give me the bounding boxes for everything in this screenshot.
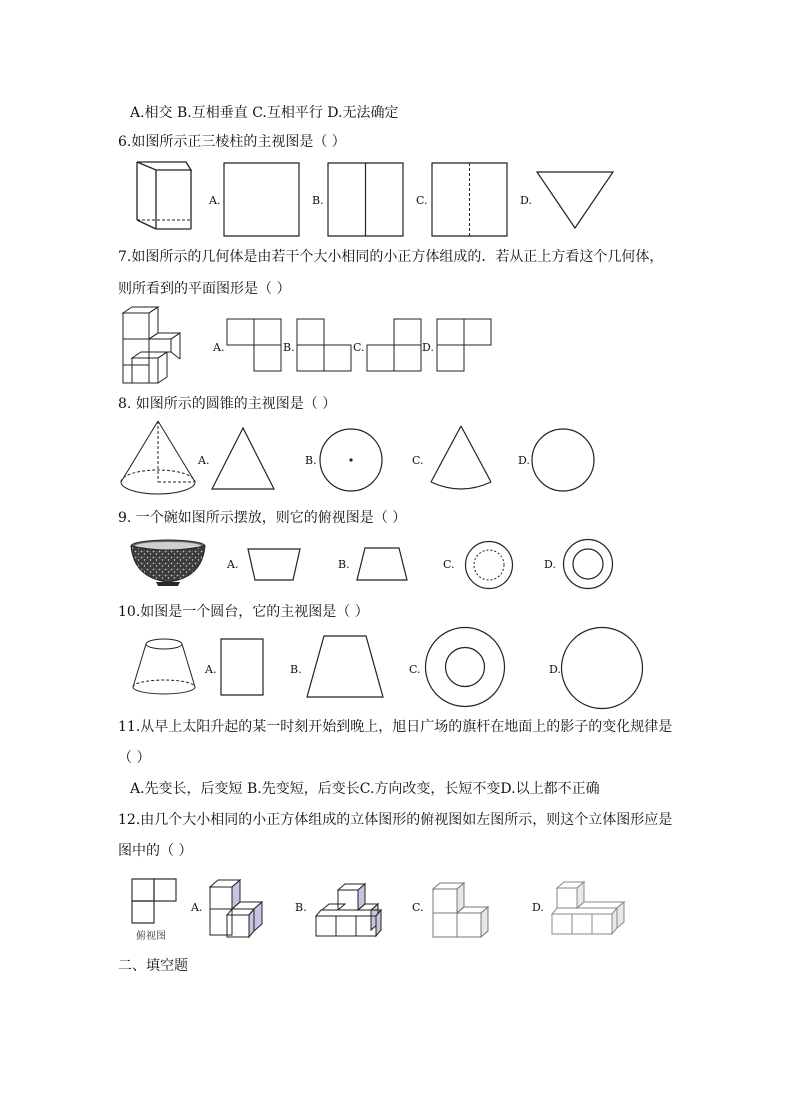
q6-label-a: A.: [209, 194, 221, 207]
q12-option-c-cubes: [430, 880, 504, 940]
q9-option-b-trapezoid: [355, 546, 409, 582]
q8-option-d-circle: [530, 427, 596, 493]
q8-label-d: D.: [518, 454, 530, 467]
q5-options: A.相交 B.互相垂直 C.互相平行 D.无法确定: [130, 105, 399, 121]
q9-label-d: D.: [544, 558, 556, 571]
q10-option-c-rings: [424, 626, 506, 708]
q7-option-b-grid: [296, 318, 356, 374]
q8-option-b-circle-dot: [318, 427, 384, 493]
q7-option-d-grid: [436, 318, 496, 374]
q6-option-a-square: [223, 162, 301, 238]
q12-label-b: B.: [295, 901, 307, 914]
q7-question-line2: 则所看到的平面图形是（ ）: [118, 281, 291, 297]
q10-label-b: B.: [290, 663, 302, 676]
q9-option-c-rings: [464, 540, 514, 590]
q11-question-line1: 11.从早上太阳升起的某一时刻开始到晚上，旭日广场的旗杆在地面上的影子的变化规律是: [118, 719, 673, 735]
q6-label-d: D.: [520, 194, 532, 207]
q8-cone-figure: [118, 418, 198, 498]
q7-label-c: C.: [353, 341, 365, 354]
q6-label-c: C.: [416, 194, 428, 207]
q8-label-c: C.: [412, 454, 424, 467]
q9-question: 9. 一个碗如图所示摆放，则它的俯视图是（ ）: [118, 510, 407, 526]
q7-cubes-figure: [118, 306, 184, 386]
q7-label-b: B.: [283, 341, 295, 354]
q9-label-a: A.: [227, 558, 239, 571]
q6-option-b-rectangle: [327, 162, 405, 238]
q7-question-line1: 7.如图所示的几何体是由若干个大小相同的小正方体组成的．若从正上方看这个几何体，: [118, 249, 664, 265]
q10-label-c: C.: [409, 663, 421, 676]
q11-question-line2: （ ）: [118, 750, 151, 766]
q10-label-a: A.: [205, 663, 217, 676]
q12-top-view-caption: 俯视图: [136, 931, 166, 942]
q7-label-a: A.: [213, 341, 225, 354]
q10-question: 10.如图是一个圆台，它的主视图是（ ）: [118, 604, 369, 620]
q12-option-a-cubes: [207, 878, 267, 940]
q10-label-d: D.: [549, 663, 561, 676]
q10-option-d-circle: [560, 626, 644, 710]
q8-label-a: A.: [198, 454, 210, 467]
q6-option-c-rectangle: [431, 162, 509, 238]
q12-question-line1: 12.由几个大小相同的小正方体组成的立体图形的俯视图如左图所示，则这个立体图形应是: [118, 812, 673, 828]
q7-option-c-grid: [366, 318, 426, 374]
q12-label-a: A.: [191, 901, 203, 914]
q12-question-line2: 图中的（ ）: [118, 843, 193, 859]
q10-option-a-rectangle: [220, 638, 266, 698]
q12-top-view-figure: [131, 878, 181, 928]
q12-option-d-cubes: [549, 880, 633, 940]
q9-bowl-figure: [128, 538, 208, 588]
q8-option-c-sector: [428, 424, 494, 494]
q6-prism-figure: [134, 160, 194, 232]
q12-label-c: C.: [412, 901, 424, 914]
q8-option-a-triangle: [210, 426, 276, 492]
q10-frustum-figure: [130, 637, 198, 697]
q6-option-d-triangle: [535, 170, 615, 230]
q9-label-c: C.: [443, 558, 455, 571]
q12-label-d: D.: [532, 901, 544, 914]
q6-label-b: B.: [312, 194, 324, 207]
q7-label-d: D.: [422, 341, 434, 354]
q10-option-b-trapezoid: [304, 634, 386, 700]
q6-question: 6.如图所示正三棱柱的主视图是（ ）: [118, 134, 346, 150]
q12-option-b-cubes: [312, 880, 382, 940]
q8-question: 8. 如图所示的圆锥的主视图是（ ）: [118, 396, 337, 412]
q11-options: A.先变长，后变短 B.先变短，后变长C.方向改变，长短不变D.以上都不正确: [130, 781, 600, 797]
section-title-fill-in: 二、填空题: [118, 958, 188, 974]
q7-option-a-grid: [226, 318, 286, 374]
q9-option-d-rings: [562, 538, 614, 590]
q9-label-b: B.: [338, 558, 350, 571]
q9-option-a-trapezoid: [246, 547, 302, 583]
q8-label-b: B.: [305, 454, 317, 467]
